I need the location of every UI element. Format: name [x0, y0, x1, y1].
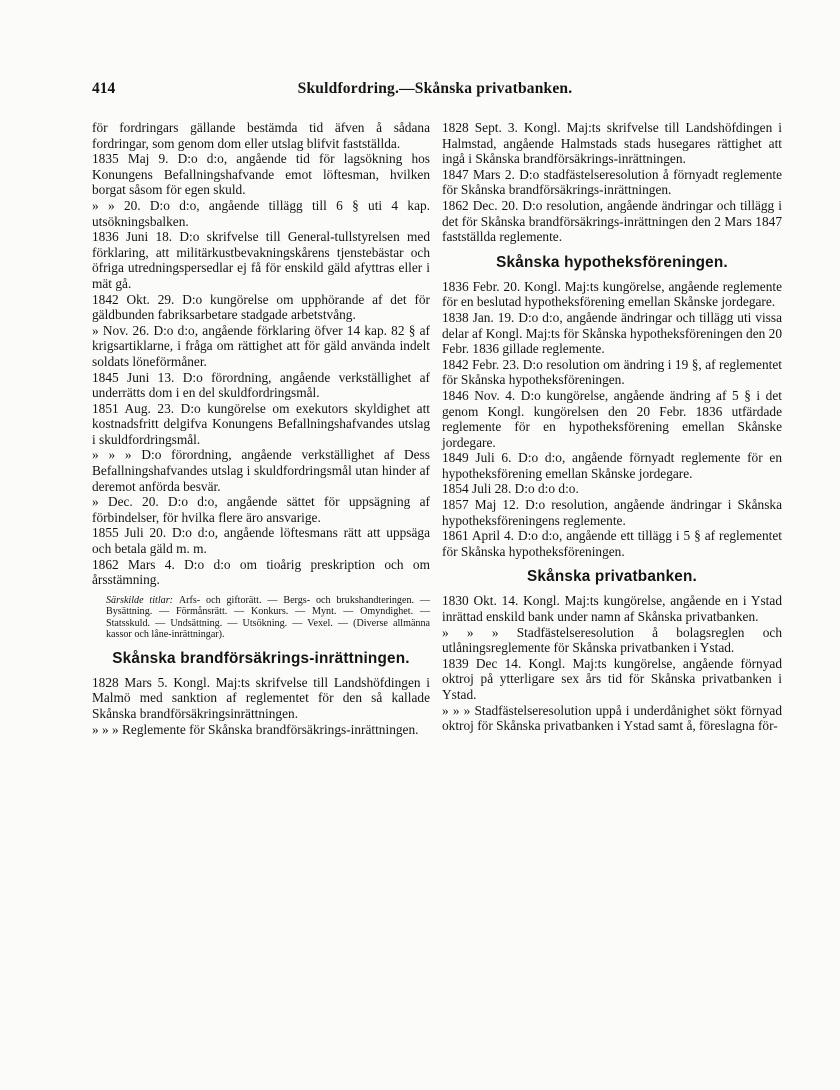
note-text: Arfs- och giftorätt. — Bergs- och brukshandteringen. — Bysättning. — Förmånsrätt. — Konkurs. — Mynt. — Omyndighet. — Statsskuld. — Undsättning. — Utsökning. — Vexel. — (Diverse allmänna kassor och låne-inrättningar). — [106, 594, 430, 641]
register-entry: 1862 Mars 4. D:o d:o om tioårig preskription och om årsstämning. — [92, 556, 430, 588]
register-entry: 1854 Juli 28. D:o d:o d:o. — [442, 481, 579, 497]
register-entry: 1830 Okt. 14. Kongl. Maj:ts kungörelse, angående en i Ystad inrättad enskild bank under namn af Skånska privatbanken. — [442, 593, 782, 625]
register-entry: för fordringars gällande bestämda tid äfven å sådana fordringar, som genom dom eller utslag blifvit fastställda. — [92, 120, 430, 151]
register-entry: » » » Reglemente för Skånska brandförsäkrings-inrättningen. — [92, 721, 419, 737]
register-entry: 1855 Juli 20. D:o d:o, angående löftesmans rätt att uppsäga och betala gäld m. m. — [92, 525, 430, 557]
register-entry: 1828 Sept. 3. Kongl. Maj:ts skrifvelse till Landshöfdingen i Halmstad, angående Halmstads stads husegares rättighet att ingå i Skånska brandförsäkrings-inrättningen. — [442, 120, 782, 167]
register-entry: » Nov. 26. D:o d:o, angående förklaring öfver 14 kap. 82 § af krigsartiklarne, i fråga om rättighet att för gäld använda indelt soldats löneförmåner. — [92, 322, 430, 369]
register-entry: 1851 Aug. 23. D:o kungörelse om exekutors skyldighet att kostnadsfritt delgifva Konungens Befallningshafvandes utslag i skuldfordringsmål. — [92, 400, 430, 447]
register-entry: 1861 April 4. D:o d:o, angående ett tillägg i 5 § af reglementet för Skånska hypotheksföreningen. — [442, 528, 782, 559]
section-heading: Skånska privatbanken. — [527, 568, 697, 586]
section-heading: Skånska hypotheksföreningen. — [496, 253, 728, 271]
register-entry: 1836 Juni 18. D:o skrifvelse till General-tullstyrelsen med förklaring, att militärkustbevakningskårens tjenstebästar och öfriga utredningspersedlar ej få för enskild gäld afyttras eller i mät gå. — [92, 229, 430, 291]
register-entry: 1842 Okt. 29. D:o kungörelse om upphörande af det för gäldbunden fabriksarbetare stadgade arbetstvång. — [92, 291, 430, 323]
page-header — [92, 80, 778, 102]
register-entry: » » » D:o förordning, angående verkställighet af Dess Befallningshafvandes utslag i skuldfordringsmål utan hinder af deremot anförda besvär. — [92, 447, 430, 494]
register-entry: 1862 Dec. 20. D:o resolution, angående ändringar och tillägg i det för Skånska brandförsäkrings-inrättningen den 2 Mars 1847 fastställda reglemente. — [442, 197, 782, 245]
register-entry: 1842 Febr. 23. D:o resolution om ändring i 19 §, af reglementet för Skånska hypotheksföreningen. — [442, 356, 782, 388]
running-head: Skuldfordring.—Skånska privatbanken. — [297, 80, 573, 97]
register-entry: » » 20. D:o d:o, angående tillägg till 6 § uti 4 kap. utsökningsbalken. — [92, 197, 430, 229]
register-entry: 1846 Nov. 4. D:o kungörelse, angående ändring af 5 § i det genom Kongl. kungörelsen den 20 Febr. 1836 utfärdade reglemente för en hypotheksförening emellan Skånske jordegare. — [442, 387, 782, 450]
register-entry: 1857 Maj 12. D:o resolution, angående ändringar i Skånska hypotheksföreningens reglemente. — [442, 497, 782, 528]
register-entry: 1835 Maj 9. D:o d:o, angående tid för lagsökning hos Konungens Befallningshafvande emot löftesman, hvilken borgat såsom för egen skuld. — [92, 151, 430, 198]
note-label: Särskilde titlar: — [106, 594, 179, 606]
register-entry: 1828 Mars 5. Kongl. Maj:ts skrifvelse till Landshöfdingen i Malmö med sanktion af reglementet för den så kallade Skånska brandförsäkringsinrättningen. — [92, 674, 430, 721]
register-entry: » » » Stadfästelseresolution å bolagsreglen och utlåningsreglemente för Skånska privatbanken i Ystad. — [442, 624, 782, 656]
page-number: 414 — [92, 80, 116, 97]
register-entry: 1838 Jan. 19. D:o d:o, angående ändringar och tillägg uti vissa delar af Kongl. Maj:ts för Skånska hypotheksföreningen den 20 Febr. 1836 gillade reglemente. — [442, 309, 782, 357]
section-heading: Skånska brandförsäkrings-inrättningen. — [112, 649, 410, 667]
register-entry: 1847 Mars 2. D:o stadfästelseresolution å förnyadt reglemente för Skånska brandförsäkrings-inrättningen. — [442, 166, 782, 198]
register-entry: 1845 Juni 13. D:o förordning, angående verkställighet af underrätts dom i en del skuldfordringsmål. — [92, 369, 430, 401]
register-entry: 1849 Juli 6. D:o d:o, angående förnyadt reglemente för en hypotheksförening emellan Skånske jordegare. — [442, 450, 782, 481]
register-entry: 1839 Dec 14. Kongl. Maj:ts kungörelse, angående förnyad oktroj på ytterligare sex års tid för Skånska privatbanken i Ystad. — [442, 655, 782, 702]
cross-reference-note — [92, 595, 430, 641]
left-column — [92, 120, 430, 737]
register-entry: » Dec. 20. D:o d:o, angående sättet för uppsägning af förbindelser, för hvilka flere äro ansvarige. — [92, 494, 430, 525]
register-entry: » » » Stadfästelseresolution uppå i underdånighet sökt förnyad oktroj för Skånska privatbanken i Ystad samt å, föreslagna för- — [442, 702, 782, 734]
right-column — [442, 120, 782, 734]
register-entry: 1836 Febr. 20. Kongl. Maj:ts kungörelse, angående reglemente för en beslutad hypotheksförening emellan Skånske jordegare. — [442, 278, 782, 310]
